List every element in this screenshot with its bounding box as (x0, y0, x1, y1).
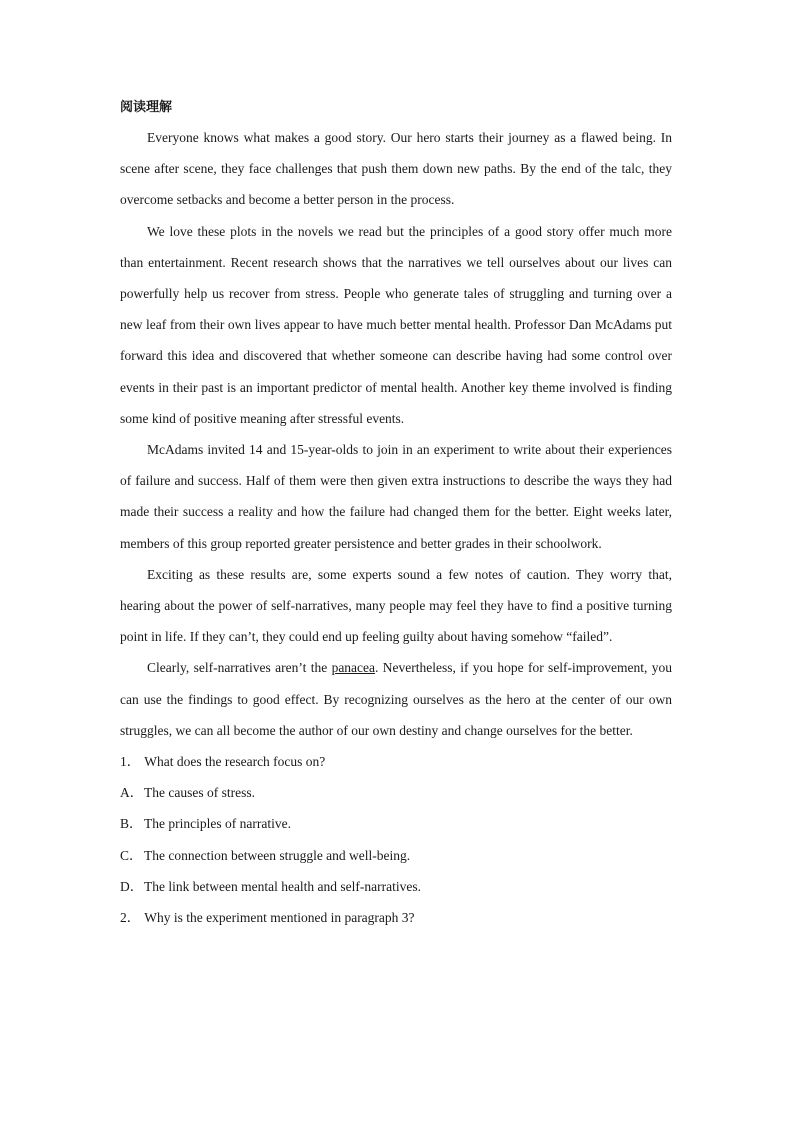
paragraph-4: Exciting as these results are, some experts sound a few notes of caution. They worry that, hearing about the power of self-narratives, many people may feel they have to find a positive turning point in life. If they can’t, they could end up feeling guilty about having somehow “failed”. (120, 566, 672, 645)
question-2 (120, 902, 672, 933)
question-1-option-a (120, 777, 672, 808)
option-b-text: The principles of narrative. (144, 816, 291, 832)
option-a-label: A． (120, 785, 144, 801)
question-1 (120, 746, 672, 777)
paragraph-3: McAdams invited 14 and 15-year-olds to join in an experiment to write about their experiences of failure and success. Half of them were then given extra instructions to describe the ways they had made their success a reality and how the failure had changed them for the better. Eight weeks later, members of this group reported greater persistence and better grades in their schoolwork. (120, 442, 672, 551)
option-c-text: The connection between struggle and well-being. (144, 847, 411, 863)
section-title: 阅读理解 (120, 100, 173, 115)
question-1-text: What does the research focus on? (144, 754, 326, 770)
paragraph-5-before: Clearly, self-narratives aren’t the (147, 660, 332, 676)
paragraph-2: We love these plots in the novels we read but the principles of a good story offer much more than entertainment. Recent research shows that the narratives we tell ourselves about our lives can powerfully help us recover from stress. People who generate tales of struggling and turning over a new leaf from their own lives appear to have much better mental health. Professor Dan McAdams put forward this idea and discovered that whether someone can describe having had some control over events in their past is an important predictor of mental health. Another key theme involved is finding some kind of positive meaning after stressful events. (120, 223, 672, 426)
paragraph-5-after: . Nevertheless, if you hope for self-improvement, you can use the findings to good effect. By recognizing ourselves as the hero at the center of our own struggles, we can all become the author of our own destiny and change ourselves for the better. (120, 660, 673, 738)
option-a-text: The causes of stress. (144, 785, 255, 801)
document-page (120, 94, 672, 933)
question-1-option-b (120, 808, 672, 839)
question-1-option-d (120, 871, 672, 902)
paragraph-1: Everyone knows what makes a good story. Our hero starts their journey as a flawed being. In scene after scene, they face challenges that push them down new paths. By the end of the talc, they overcome setbacks and become a better person in the process. (120, 130, 672, 208)
option-d-label: D． (120, 878, 144, 894)
option-d-text: The link between mental health and self-narratives. (144, 878, 422, 894)
question-2-text: Why is the experiment mentioned in paragraph 3? (144, 910, 415, 926)
paragraph-5 (120, 652, 672, 746)
option-b-label: B． (120, 816, 143, 832)
underlined-word-panacea: panacea (331, 660, 376, 676)
question-1-option-c (120, 840, 672, 871)
option-c-label: C． (120, 847, 143, 863)
question-2-number: 2． (120, 910, 141, 926)
question-1-number: 1． (120, 754, 141, 770)
